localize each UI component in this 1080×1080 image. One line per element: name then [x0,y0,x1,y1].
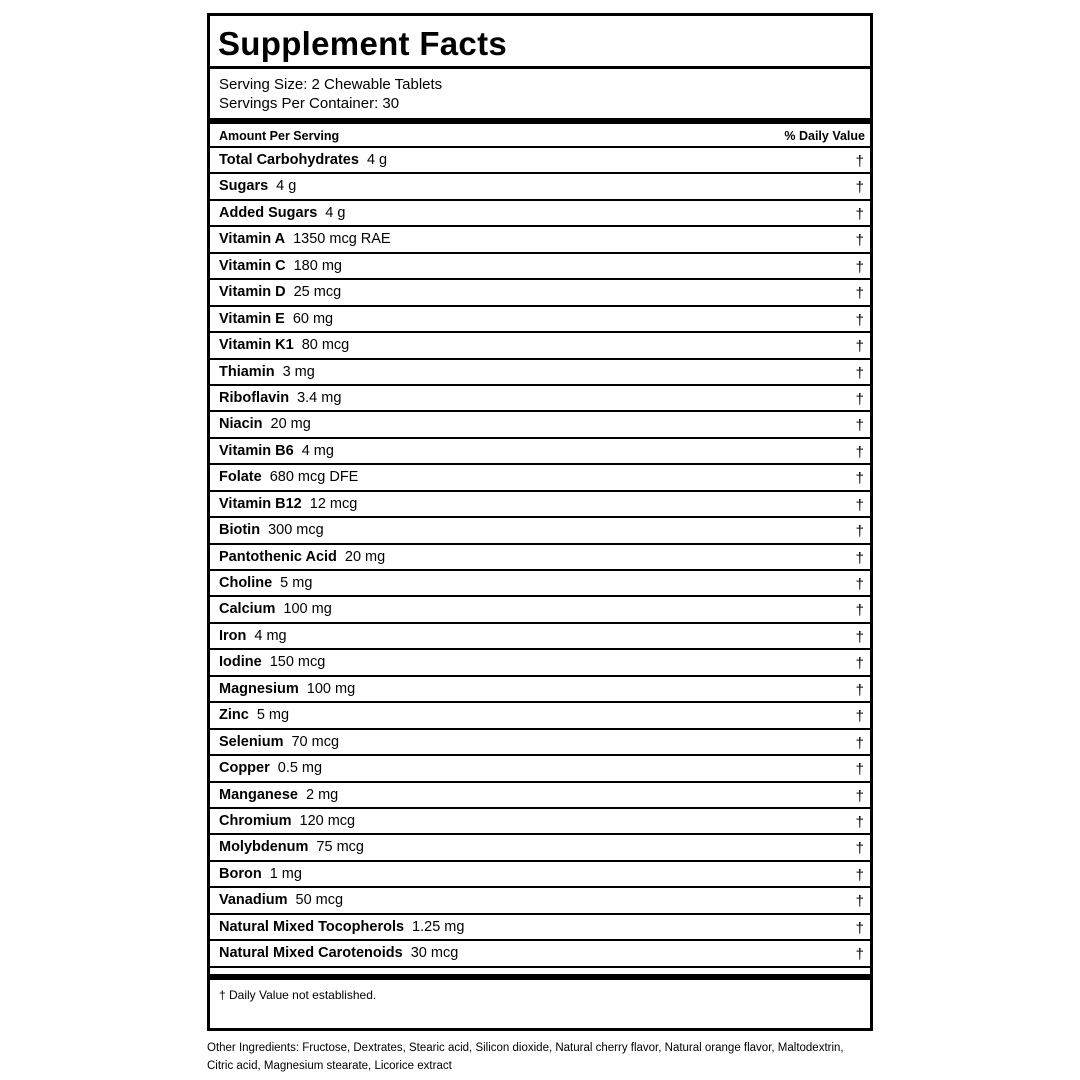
daily-value-dagger: † [855,946,864,964]
nutrient-amount: 4 g [276,178,297,195]
nutrient-amount: 150 mcg [269,654,326,671]
nutrient-row [210,756,870,782]
nutrient-row [210,360,870,386]
nutrient-row [210,571,870,597]
nutrient-row [210,386,870,412]
nutrient-name: Natural Mixed Carotenoids [219,945,403,962]
nutrient-row [210,703,870,729]
nutrient-label [219,152,387,169]
nutrient-amount: 120 mcg [299,812,356,829]
nutrient-name: Biotin [219,522,261,539]
daily-value-dagger: † [855,443,864,461]
daily-value-dagger: † [855,708,864,726]
nutrient-row [210,862,870,888]
nutrient-label [219,469,358,486]
daily-value-dagger: † [855,602,864,620]
nutrient-name: Boron [219,865,262,882]
nutrient-row [210,280,870,306]
nutrient-row [210,492,870,518]
nutrient-amount: 0.5 mg [277,760,323,777]
thick-divider-bottom [210,974,870,980]
nutrient-name: Selenium [219,733,284,750]
nutrient-amount: 300 mcg [268,522,324,539]
nutrient-name: Folate [219,469,262,486]
nutrient-row [210,174,870,200]
daily-value-dagger: † [855,813,864,831]
nutrient-name: Calcium [219,601,276,618]
nutrient-row [210,941,870,967]
nutrient-row [210,809,870,835]
nutrient-label [219,601,332,618]
nutrient-name: Riboflavin [219,389,290,406]
nutrient-name: Total Carbohydrates [219,152,359,168]
daily-value-dagger: † [855,549,864,567]
daily-value-dagger: † [855,655,864,673]
nutrient-row [210,333,870,359]
nutrient-amount: 1350 mcg RAE [293,231,391,248]
amount-per-serving-header: Amount Per Serving [219,129,340,143]
nutrient-name: Vanadium [219,892,288,909]
nutrient-amount: 180 mg [293,257,342,274]
nutrient-label [219,734,339,751]
nutrient-label [219,628,287,645]
nutrient-name: Vitamin D [219,284,286,301]
nutrient-label [219,813,355,830]
daily-value-dagger: † [855,417,864,435]
nutrient-label [219,496,357,513]
nutrient-row [210,835,870,861]
nutrient-amount: 5 mg [280,575,313,591]
daily-value-dagger: † [855,919,864,937]
nutrient-name: Pantothenic Acid [219,548,337,565]
daily-value-dagger: † [855,390,864,408]
nutrient-name: Iodine [219,654,262,671]
nutrient-label [219,231,391,248]
nutrient-amount: 4 g [366,152,388,168]
nutrient-row [210,227,870,253]
nutrient-row [210,624,870,650]
nutrient-name: Choline [219,575,273,591]
footnote: † Daily Value not established. [219,988,377,1002]
nutrient-name: Vitamin K1 [219,337,294,354]
column-header-row [210,124,870,148]
nutrient-label [219,866,302,883]
nutrient-name: Iron [219,627,247,644]
nutrient-row [210,545,870,571]
nutrient-name: Sugars [219,178,269,195]
nutrient-amount: 100 mg [283,601,332,618]
nutrient-label [219,760,322,777]
daily-value-dagger: † [855,866,864,884]
daily-value-dagger: † [855,205,864,223]
nutrient-label [219,707,289,724]
nutrient-amount: 4 mg [254,627,287,644]
nutrient-amount: 2 mg [305,786,339,803]
daily-value-dagger: † [855,232,864,250]
daily-value-dagger: † [855,258,864,276]
nutrient-label [219,654,325,671]
nutrient-amount: 20 mg [344,548,386,565]
daily-value-dagger: † [855,470,864,488]
nutrient-label [219,364,315,381]
daily-value-dagger: † [855,787,864,805]
nutrient-name: Vitamin E [219,310,285,327]
daily-value-dagger: † [855,311,864,329]
nutrient-name: Vitamin B12 [219,495,302,512]
nutrient-name: Niacin [219,416,263,433]
nutrient-amount: 60 mg [292,310,334,327]
other-ingredients: Other Ingredients: Fructose, Dextrates, Stearic acid, Silicon dioxide, Natural cherry flavor, Natural orange flavor, Maltodextrin, Citric acid, Magnesium stearate, Licorice extract [207,1042,844,1072]
nutrient-row [210,518,870,544]
serving-info [210,69,870,118]
nutrient-amount: 5 mg [256,707,290,724]
nutrient-label [219,575,312,592]
serving-size: Serving Size: 2 Chewable Tablets [219,76,443,93]
nutrient-amount: 75 mcg [316,839,364,856]
panel-title: Supplement Facts [218,25,508,62]
nutrient-name: Molybdenum [219,839,309,856]
daily-value-dagger: † [855,338,864,356]
nutrient-name: Chromium [219,812,292,829]
nutrient-label [219,311,333,328]
nutrient-label [219,178,296,195]
nutrient-label [219,919,464,936]
nutrient-label [219,787,338,804]
nutrient-row [210,677,870,703]
nutrient-row [210,439,870,465]
nutrient-name: Vitamin B6 [219,442,294,459]
nutrient-label [219,522,324,539]
nutrient-amount: 25 mcg [293,284,342,301]
nutrient-name: Magnesium [219,680,299,697]
nutrient-name: Vitamin C [219,257,286,274]
nutrient-list [210,148,870,968]
daily-value-dagger: † [855,628,864,646]
daily-value-dagger: † [855,179,864,197]
nutrient-label [219,681,355,698]
nutrient-label [219,390,341,407]
daily-value-dagger: † [855,840,864,858]
nutrient-row [210,307,870,333]
nutrient-label [219,443,334,460]
nutrient-amount: 12 mcg [309,495,358,512]
nutrient-row [210,650,870,676]
nutrient-name: Added Sugars [219,204,318,221]
nutrient-amount: 20 mg [270,416,311,433]
nutrient-label [219,839,364,856]
nutrient-amount: 50 mcg [295,892,344,909]
nutrient-row [210,888,870,914]
daily-value-dagger: † [855,496,864,514]
nutrient-name: Zinc [219,707,249,724]
daily-value-dagger: † [855,523,864,541]
nutrient-amount: 80 mcg [301,337,350,354]
supplement-facts-panel [207,13,873,1031]
daily-value-dagger: † [855,364,864,382]
nutrient-label [219,549,385,566]
servings-per-container: Servings Per Container: 30 [219,95,400,112]
nutrient-row [210,597,870,623]
nutrient-amount: 1.25 mg [412,918,465,935]
nutrient-amount: 3.4 mg [297,389,342,406]
daily-value-dagger: † [855,761,864,779]
daily-value-dagger: † [855,893,864,911]
nutrient-label [219,284,341,301]
nutrient-row [210,783,870,809]
nutrient-row [210,412,870,438]
nutrient-name: Thiamin [219,363,275,380]
nutrient-name: Vitamin A [219,231,286,248]
nutrient-amount: 680 mcg DFE [269,469,359,486]
nutrient-row [210,254,870,280]
nutrient-label [219,337,349,354]
nutrient-row [210,730,870,756]
nutrient-amount: 100 mg [306,680,356,697]
daily-value-dagger: † [855,153,864,170]
daily-value-dagger: † [855,576,864,593]
nutrient-label [219,205,345,222]
nutrient-row [210,915,870,941]
nutrient-row [210,201,870,227]
nutrient-amount: 1 mg [269,865,302,882]
nutrient-amount: 4 mg [301,442,334,459]
nutrient-name: Copper [219,760,270,777]
daily-value-dagger: † [855,734,864,752]
title-area [210,16,870,69]
nutrient-amount: 30 mcg [410,945,459,962]
nutrient-label [219,945,458,962]
daily-value-header: % Daily Value [784,129,865,143]
nutrient-row [210,148,870,174]
nutrient-amount: 70 mcg [291,733,340,750]
nutrient-row [210,465,870,491]
daily-value-dagger: † [855,285,864,303]
nutrient-name: Natural Mixed Tocopherols [219,918,405,935]
nutrient-label [219,258,342,275]
nutrient-amount: 4 g [325,204,346,221]
daily-value-dagger: † [855,681,864,699]
nutrient-name: Manganese [219,786,298,803]
nutrient-label [219,892,343,909]
nutrient-amount: 3 mg [282,363,315,380]
nutrient-label [219,416,311,433]
